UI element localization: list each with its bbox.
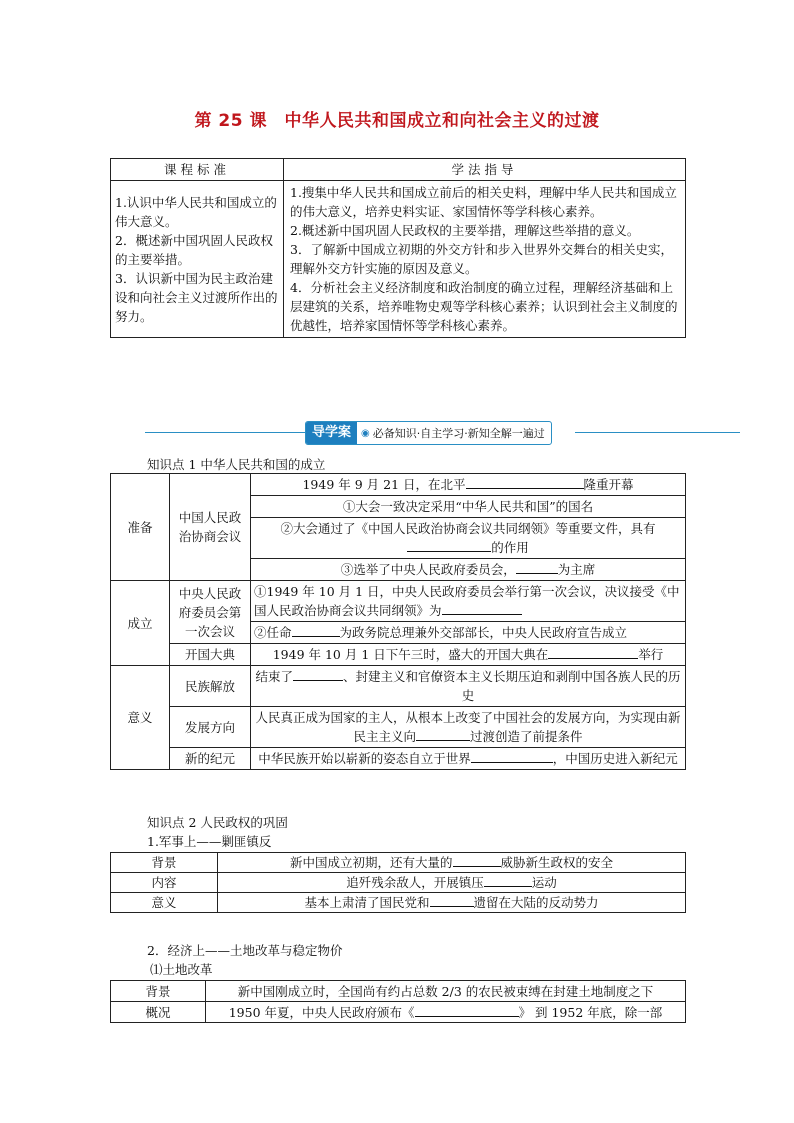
row-content: [218, 893, 686, 913]
text: ①1949 年 10 月 1 日，中央人民政府委员会举行第一次会议，决议接受《中国人民政治协商会议共同纲领》为: [254, 584, 680, 618]
k3-subheading: 2．经济上——土地改革与稳定物价: [147, 943, 343, 958]
guidance-header: 学法指导: [284, 159, 686, 181]
text: 为主席: [557, 562, 596, 577]
fill-blank: [407, 539, 491, 552]
prep-row: [251, 518, 686, 559]
text: 遗留在大陆的反动势力: [473, 895, 599, 910]
text: 举行: [638, 647, 664, 662]
sig-label: 意义: [111, 666, 170, 770]
k3-subheading-2: ⑴土地改革: [150, 962, 213, 977]
fill-blank: [293, 668, 343, 681]
fill-blank: [548, 646, 638, 659]
sig-sub: 民族解放: [170, 666, 251, 707]
text: 运动: [531, 875, 557, 890]
prep-row: [251, 474, 686, 496]
text: ②任命: [254, 625, 292, 640]
standard-item: 3．认识新中国为民主政治建设和向社会主义过渡所作出的努力。: [115, 270, 278, 324]
row-content: [218, 873, 686, 893]
est-row: [251, 581, 686, 622]
banner-line-left: [145, 432, 305, 433]
fill-blank: [415, 1004, 519, 1017]
text: 新中国成立初期，还有大量的: [289, 855, 453, 870]
fill-blank: [430, 894, 474, 907]
text: 为政务院总理兼外交部部长，中央人民政府宣告成立: [339, 625, 628, 640]
prep-row: ①大会一致决定采用“中华人民共和国”的国名: [251, 496, 686, 518]
est-sub: 中央人民政府委员会第一次会议: [170, 581, 251, 644]
land-reform-table: [110, 980, 686, 1023]
text: 、封建主义和官僚资本主义长期压迫和剥削中国各族人民的历史: [343, 669, 681, 703]
standard-item: 1.认识中华人民共和国成立的伟大意义。: [115, 194, 277, 229]
guidance-item: 2.概述新中国巩固人民政权的主要举措，理解这些举措的意义。: [290, 223, 640, 238]
sig-row: [251, 666, 686, 707]
text: 》 到 1952 年底，除一部: [518, 1004, 663, 1020]
sig-sub: 新的纪元: [170, 748, 251, 770]
text: 的作用: [491, 540, 529, 555]
fill-blank: [484, 874, 532, 887]
fill-blank: [453, 854, 501, 867]
standard-item: 2．概述新中国巩固人民政权的主要举措。: [115, 232, 273, 267]
text: ，中国历史进入新纪元: [552, 751, 678, 766]
row-label: 背景: [111, 853, 218, 873]
est-label: 成立: [111, 581, 170, 666]
text: ②大会通过了《中国人民政治协商会议共同纲领》等重要文件，具有: [280, 521, 656, 536]
banner-line-right: [575, 432, 740, 433]
banner-tag: 导学案: [306, 422, 357, 444]
banner-subtitle: 必备知识·自主学习·新知全解一遍过: [372, 427, 545, 440]
sig-row: [251, 707, 686, 748]
fill-blank: [442, 602, 522, 615]
est-sub: 开国大典: [170, 644, 251, 666]
fill-blank: [471, 750, 553, 763]
sig-sub: 发展方向: [170, 707, 251, 748]
text: 追歼残余敌人，开展镇压: [346, 875, 484, 890]
row-label: 意义: [111, 893, 218, 913]
text: 威胁新生政权的安全: [500, 855, 614, 870]
text: 人民真正成为国家的主人，从根本上改变了中国社会的发展方向，为实现由新民主主义向: [255, 710, 681, 744]
row-label: 概况: [111, 1002, 206, 1023]
fill-blank: [416, 728, 470, 741]
sig-row: [251, 748, 686, 770]
fill-blank: [292, 624, 340, 637]
text: 中华民族开始以崭新的姿态自立于世界: [258, 751, 471, 766]
row-content: [206, 1002, 686, 1023]
row-content: [218, 853, 686, 873]
text: 结束了: [255, 669, 293, 684]
guidance-cell: [284, 181, 686, 338]
fill-blank: [516, 561, 558, 574]
fill-blank: [466, 476, 584, 489]
text: 1949 年 10 月 1 日下午三时，盛大的开国大典在: [272, 647, 549, 662]
k1-heading: 知识点 1 中华人民共和国的成立: [147, 457, 326, 472]
prep-row: [251, 559, 686, 581]
text: ③选举了中央人民政府委员会，: [340, 562, 516, 577]
guidance-item: 1.搜集中华人民共和国成立前后的相关史料，理解中华人民共和国成立的伟大意义，培养史料实证、家国情怀等学科核心素养。: [290, 185, 677, 219]
k2-heading: 知识点 2 人民政权的巩固: [147, 815, 288, 830]
founding-table: [110, 473, 686, 770]
row-label: 内容: [111, 873, 218, 893]
military-table: [110, 852, 686, 913]
standards-cell: [111, 181, 284, 338]
banner-dot-icon: ◉: [361, 427, 370, 439]
section-banner: [145, 421, 740, 443]
guidance-item: 4．分析社会主义经济制度和政治制度的确立过程，理解经济基础和上层建筑的关系，培养唯物史观等学科核心素养；认识到社会主义制度的优越性，培养家国情怀等学科核心素养。: [290, 280, 678, 333]
prep-sub: 中国人民政治协商会议: [170, 474, 251, 581]
prep-label: 准备: [111, 474, 170, 581]
standards-header: 课程标准: [111, 159, 284, 181]
text: 过渡创造了前提条件: [470, 729, 583, 744]
text: 隆重开幕: [583, 477, 634, 492]
est-row: [251, 644, 686, 666]
course-standards-table: [110, 158, 686, 338]
text: 1950 年夏，中央人民政府颁布《: [228, 1004, 415, 1020]
row-content: 新中国刚成立时，全国尚有约占总数 2/3 的农民被束缚在封建土地制度之下: [206, 981, 686, 1002]
est-row: [251, 622, 686, 644]
page-title: 第 25 课 中华人民共和国成立和向社会主义的过渡: [194, 111, 600, 131]
row-label: 背景: [111, 981, 206, 1002]
text: 1949 年 9 月 21 日，在北平: [302, 477, 466, 492]
text: 基本上肃清了国民党和: [304, 895, 430, 910]
banner-box: [305, 421, 552, 445]
guidance-item: 3．了解新中国成立初期的外交方针和步入世界外交舞台的相关史实，理解外交方针实施的原因及意义。: [290, 242, 673, 276]
k2-subheading: 1.军事上——剿匪镇反: [147, 834, 272, 849]
